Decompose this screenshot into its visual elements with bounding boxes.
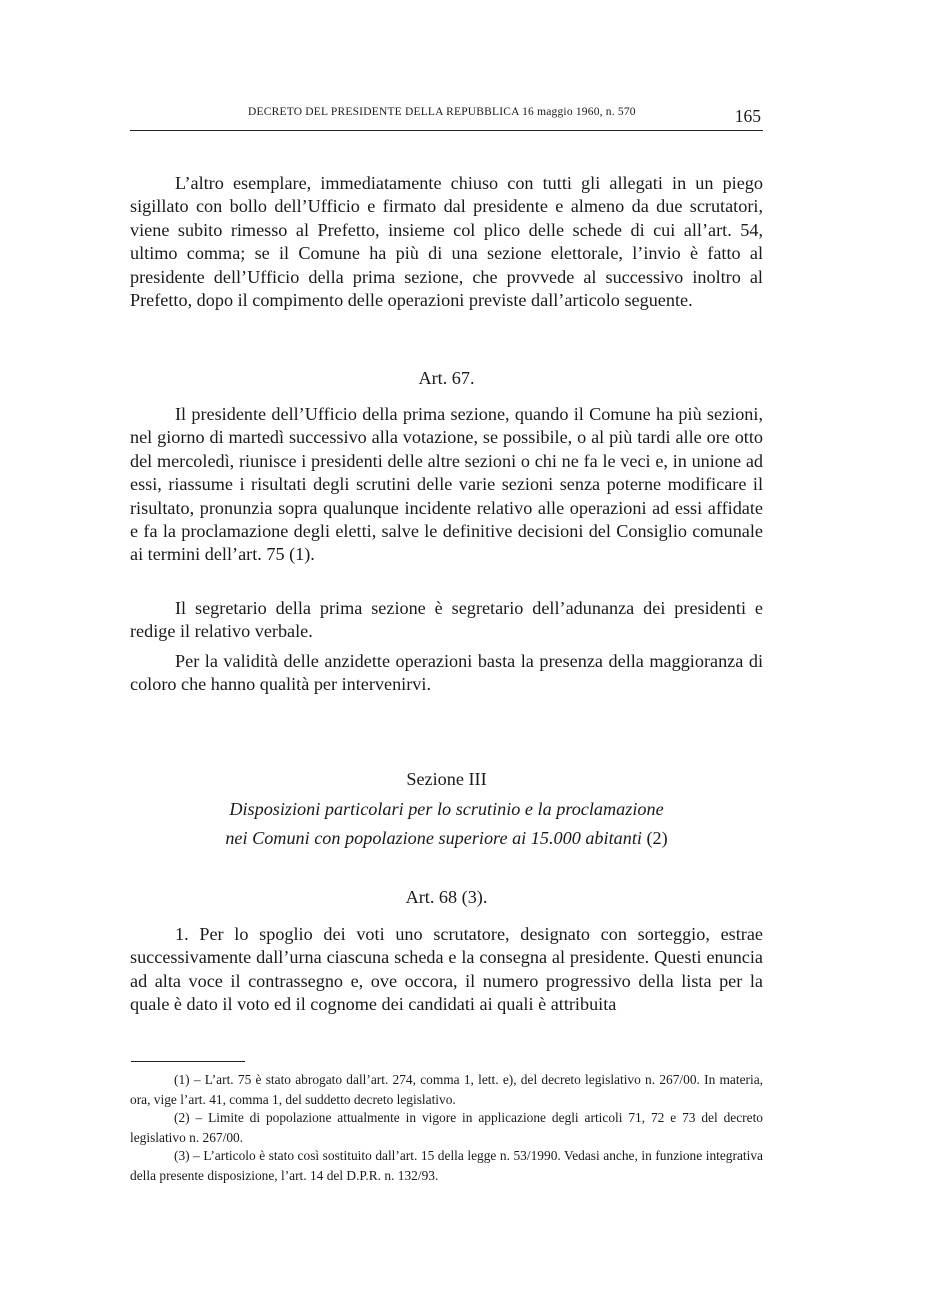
article-67-paragraph-3: Per la validità delle anzidette operazioni basta la presenza della maggioranza di coloro che hanno qualità per intervenirvi.	[130, 651, 763, 695]
article-67-paragraph-2: Il segretario della prima sezione è segretario dell’adunanza dei presidenti e redige il relativo verbale.	[130, 598, 763, 642]
paragraph-esemplare: L’altro esemplare, immediatamente chiuso con tutti gli allegati in un piego sigillato con bollo dell’Ufficio e firmato dal presidente e almeno da due scrutatori, viene subito rimesso al Prefetto, insieme col plico delle schede di cui all’art. 54, ultimo comma; se il Comune ha più di una sezione elettorale, l’invio è fatto al presidente dell’Ufficio della prima sezione, che provvede al successivo inoltro al Prefetto, dopo il compimento delle operazioni previste dall’articolo seguente.	[130, 173, 763, 311]
section-heading: Sezione III	[406, 769, 487, 789]
article-68-paragraph-1: 1. Per lo spoglio dei voti uno scrutatore, designato con sorteggio, estrae successivamente dall’urna ciascuna scheda e la consegna al presidente. Questi enuncia ad alta voce il contrassegno e, ove occora, il numero progressivo della lista per la quale è dato il voto ed il cognome dei candidati ai quali è attribuita	[130, 924, 763, 1015]
section-subtitle-line-1: Disposizioni particolari per lo scrutinio e la proclamazione	[229, 799, 664, 819]
footnote-ref-2: (2)	[641, 828, 668, 848]
article-67-heading: Art. 67.	[418, 368, 475, 388]
article-68-heading: Art. 68 (3).	[405, 887, 488, 907]
running-header	[130, 104, 763, 131]
footnote-3: (3) – L’articolo è stato così sostituito dall’art. 15 della legge n. 53/1990. Vedasi anche, in funzione integrativa della presente disposizione, l’art. 14 del D.P.R. n. 132/93.	[130, 1148, 763, 1183]
footnote-2: (2) – Limite di popolazione attualmente in vigore in applicazione degli articoli 71, 72 e 73 del decreto legislativo n. 267/00.	[130, 1110, 763, 1145]
page-number: 165	[734, 106, 761, 126]
header-title: DECRETO DEL PRESIDENTE DELLA REPUBBLICA 16 maggio 1960, n. 570	[248, 106, 636, 118]
footnote-separator	[131, 1061, 245, 1062]
section-subtitle-line-2	[130, 828, 763, 849]
article-67-paragraph-1: Il presidente dell’Ufficio della prima sezione, quando il Comune ha più sezioni, nel giorno di martedì successivo alla votazione, se possibile, o al più tardi alle ore otto del mercoledì, riunisce i presidenti delle altre sezioni o chi ne fa le veci e, in unione ad essi, riassume i risultati degli scrutini delle varie sezioni senza poterne modificare il risultato, pronunzia sopra qualunque incidente relativo alle operazioni ad essi affidate e fa la proclamazione degli eletti, salve le definitive decisioni del Consiglio comunale ai termini dell’art. 75 (1).	[130, 404, 763, 565]
section-subtitle-text: nei Comuni con popolazione superiore ai 15.000 abitanti	[225, 828, 642, 848]
footnote-1: (1) – L’art. 75 è stato abrogato dall’art. 274, comma 1, lett. e), del decreto legislativo n. 267/00. In materia, ora, vige l’art. 41, comma 1, del suddetto decreto legislativo.	[130, 1072, 763, 1107]
